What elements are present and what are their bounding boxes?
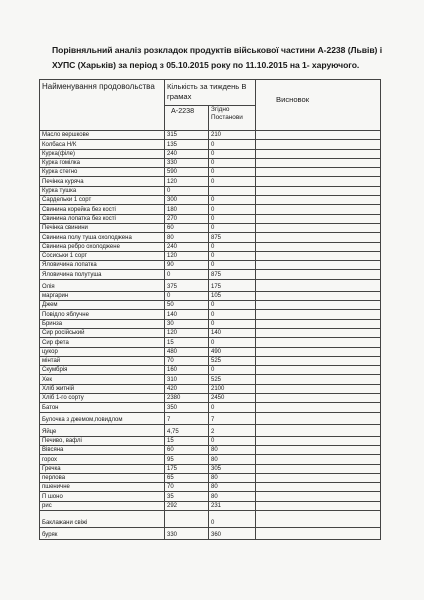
unit-a-cell: 315 — [165, 131, 209, 140]
norm-cell: 0 — [209, 158, 256, 167]
norm-cell: 175 — [209, 279, 256, 291]
table-row — [40, 158, 381, 167]
unit-a-cell: 140 — [165, 310, 209, 319]
conclusion-cell — [256, 445, 381, 454]
conclusion-cell — [256, 186, 381, 195]
table-row — [40, 356, 381, 365]
norm-cell: 0 — [209, 510, 256, 527]
unit-a-cell: 350 — [165, 403, 209, 412]
conclusion-cell — [256, 131, 381, 140]
unit-a-cell: 480 — [165, 347, 209, 356]
unit-a-cell: 60 — [165, 223, 209, 232]
unit-a-cell: 35 — [165, 492, 209, 501]
norm-cell: 0 — [209, 223, 256, 232]
norm-cell: 0 — [209, 403, 256, 412]
norm-cell: 140 — [209, 328, 256, 337]
table-row — [40, 149, 381, 158]
conclusion-cell — [256, 261, 381, 270]
food-name-cell: Вівсяна — [40, 445, 165, 454]
food-name-cell: Яловичина лопатка — [40, 261, 165, 270]
norm-cell: 525 — [209, 356, 256, 365]
table-row — [40, 483, 381, 492]
document-title — [52, 43, 397, 73]
unit-a-cell: 590 — [165, 168, 209, 177]
norm-cell: 80 — [209, 473, 256, 482]
table-row — [40, 301, 381, 310]
unit-a-cell: 15 — [165, 338, 209, 347]
food-name-cell: Повідло яблучне — [40, 310, 165, 319]
table-row — [40, 527, 381, 539]
conclusion-cell — [256, 319, 381, 328]
norm-cell: 0 — [209, 196, 256, 205]
norm-cell: 231 — [209, 501, 256, 510]
norm-cell: 80 — [209, 445, 256, 454]
conclusion-cell — [256, 436, 381, 445]
conclusion-cell — [256, 375, 381, 384]
header-conclusion: Висновок — [256, 80, 381, 131]
table-row — [40, 177, 381, 186]
conclusion-cell — [256, 510, 381, 527]
conclusion-cell — [256, 527, 381, 539]
table-row — [40, 445, 381, 454]
norm-cell: 80 — [209, 455, 256, 464]
norm-cell: 0 — [209, 214, 256, 223]
unit-a-cell: 300 — [165, 196, 209, 205]
unit-a-cell: 160 — [165, 366, 209, 375]
food-name-cell: Джем — [40, 301, 165, 310]
unit-a-cell: 60 — [165, 445, 209, 454]
title-line-2: ХУПС (Харьків) за період з 05.10.2015 року по 11.10.2015 на 1- харуючого. — [52, 60, 360, 70]
food-name-cell: цукор — [40, 347, 165, 356]
norm-cell: 2450 — [209, 394, 256, 403]
table-row — [40, 214, 381, 223]
food-name-cell: Сир фета — [40, 338, 165, 347]
unit-a-cell: 0 — [165, 291, 209, 300]
table-row — [40, 140, 381, 149]
norm-cell: 0 — [209, 338, 256, 347]
unit-a-cell: 2380 — [165, 394, 209, 403]
food-name-cell: Булочка з джемом,повидлом — [40, 412, 165, 424]
conclusion-cell — [256, 279, 381, 291]
norm-cell: 0 — [209, 301, 256, 310]
conclusion-cell — [256, 233, 381, 242]
conclusion-cell — [256, 149, 381, 158]
table-row — [40, 366, 381, 375]
table-row — [40, 473, 381, 482]
unit-a-cell: 95 — [165, 455, 209, 464]
table-row — [40, 270, 381, 279]
food-name-cell: Курка стегно — [40, 168, 165, 177]
header-norm: Згідно Постанови — [209, 105, 256, 131]
table-row — [40, 168, 381, 177]
table-row — [40, 464, 381, 473]
food-name-cell: маргарин — [40, 291, 165, 300]
conclusion-cell — [256, 140, 381, 149]
conclusion-cell — [256, 394, 381, 403]
unit-a-cell: 330 — [165, 158, 209, 167]
unit-a-cell: 50 — [165, 301, 209, 310]
conclusion-cell — [256, 483, 381, 492]
food-name-cell: Свинина лопатка без кості — [40, 214, 165, 223]
table-row — [40, 492, 381, 501]
conclusion-cell — [256, 168, 381, 177]
conclusion-cell — [256, 366, 381, 375]
table-body — [40, 80, 381, 540]
food-name-cell: Сардельки 1 сорт — [40, 196, 165, 205]
unit-a-cell: 0 — [165, 270, 209, 279]
conclusion-cell — [256, 328, 381, 337]
food-name-cell: Курка гомілка — [40, 158, 165, 167]
conclusion-cell — [256, 384, 381, 393]
conclusion-cell — [256, 214, 381, 223]
conclusion-cell — [256, 347, 381, 356]
table-row — [40, 291, 381, 300]
food-name-cell: Сир російський — [40, 328, 165, 337]
table-row — [40, 436, 381, 445]
conclusion-cell — [256, 492, 381, 501]
conclusion-cell — [256, 338, 381, 347]
table-row — [40, 384, 381, 393]
unit-a-cell: 420 — [165, 384, 209, 393]
unit-a-cell: 70 — [165, 483, 209, 492]
table-row — [40, 510, 381, 527]
unit-a-cell: 135 — [165, 140, 209, 149]
norm-cell: 0 — [209, 149, 256, 158]
norm-cell: 0 — [209, 140, 256, 149]
food-name-cell: перлова — [40, 473, 165, 482]
table-row — [40, 205, 381, 214]
conclusion-cell — [256, 301, 381, 310]
food-name-cell: Свинина полу туша охолоджена — [40, 233, 165, 242]
conclusion-cell — [256, 403, 381, 412]
header-unit-a: А-2238 — [165, 105, 209, 131]
norm-cell: 0 — [209, 319, 256, 328]
norm-cell: 7 — [209, 412, 256, 424]
table-row — [40, 186, 381, 195]
norm-cell: 0 — [209, 436, 256, 445]
food-name-cell: Хліб житній — [40, 384, 165, 393]
unit-a-cell: 175 — [165, 464, 209, 473]
table-row — [40, 455, 381, 464]
norm-cell: 0 — [209, 242, 256, 251]
title-line-1: Порівняльний аналіз розкладок продуктів військової частини А-2238 (Львів) і — [52, 45, 383, 55]
norm-cell: 80 — [209, 483, 256, 492]
unit-a-cell: 375 — [165, 279, 209, 291]
unit-a-cell: 15 — [165, 436, 209, 445]
food-name-cell: Яловичина полутуша — [40, 270, 165, 279]
norm-cell: 360 — [209, 527, 256, 539]
unit-a-cell: 120 — [165, 177, 209, 186]
table-row — [40, 338, 381, 347]
conclusion-cell — [256, 270, 381, 279]
food-name-cell: Курка тушка — [40, 186, 165, 195]
norm-cell: 0 — [209, 177, 256, 186]
table-row — [40, 261, 381, 270]
conclusion-cell — [256, 464, 381, 473]
norm-cell: 305 — [209, 464, 256, 473]
table-row — [40, 347, 381, 356]
food-name-cell: Сосиськи 1 сорт — [40, 251, 165, 260]
table-row — [40, 319, 381, 328]
table-row — [40, 233, 381, 242]
table-row — [40, 251, 381, 260]
conclusion-cell — [256, 205, 381, 214]
conclusion-cell — [256, 177, 381, 186]
unit-a-cell: 0 — [165, 186, 209, 195]
food-name-cell: Гречка — [40, 464, 165, 473]
unit-a-cell: 4,75 — [165, 424, 209, 436]
table-row — [40, 412, 381, 424]
food-name-cell: Скумбрія — [40, 366, 165, 375]
unit-a-cell — [165, 510, 209, 527]
unit-a-cell: 120 — [165, 251, 209, 260]
norm-cell: 0 — [209, 251, 256, 260]
conclusion-cell — [256, 196, 381, 205]
unit-a-cell: 240 — [165, 149, 209, 158]
table-row — [40, 310, 381, 319]
food-name-cell: горох — [40, 455, 165, 464]
food-name-cell: Бринза — [40, 319, 165, 328]
food-name-cell: Свинина ребро охолоджене — [40, 242, 165, 251]
norm-cell: 2 — [209, 424, 256, 436]
food-name-cell: Печінка куряча — [40, 177, 165, 186]
conclusion-cell — [256, 291, 381, 300]
unit-a-cell: 65 — [165, 473, 209, 482]
table-row — [40, 328, 381, 337]
unit-a-cell: 120 — [165, 328, 209, 337]
food-name-cell: Печінка свинини — [40, 223, 165, 232]
header-food: Найменування продовольства — [40, 80, 165, 131]
conclusion-cell — [256, 158, 381, 167]
unit-a-cell: 30 — [165, 319, 209, 328]
unit-a-cell: 330 — [165, 527, 209, 539]
food-name-cell: П шоно — [40, 492, 165, 501]
food-name-cell: Батон — [40, 403, 165, 412]
unit-a-cell: 7 — [165, 412, 209, 424]
unit-a-cell: 80 — [165, 233, 209, 242]
food-name-cell: буряк — [40, 527, 165, 539]
norm-cell: 0 — [209, 261, 256, 270]
unit-a-cell: 180 — [165, 205, 209, 214]
unit-a-cell: 292 — [165, 501, 209, 510]
food-name-cell: Хліб 1-го сорту — [40, 394, 165, 403]
conclusion-cell — [256, 501, 381, 510]
header-row — [40, 80, 381, 106]
norm-cell: 210 — [209, 131, 256, 140]
food-name-cell: Печиво, вафлі — [40, 436, 165, 445]
food-name-cell: Курка(філе) — [40, 149, 165, 158]
conclusion-cell — [256, 356, 381, 365]
conclusion-cell — [256, 223, 381, 232]
table-row — [40, 394, 381, 403]
table-row — [40, 424, 381, 436]
header-qty: Кількість за тиждень В грамах — [165, 80, 256, 106]
conclusion-cell — [256, 251, 381, 260]
norm-cell: 525 — [209, 375, 256, 384]
comparison-table — [39, 79, 381, 540]
food-name-cell: Олія — [40, 279, 165, 291]
food-name-cell: Хек — [40, 375, 165, 384]
food-name-cell: пшеничне — [40, 483, 165, 492]
norm-cell: 80 — [209, 492, 256, 501]
food-name-cell: Свинина корейка без кості — [40, 205, 165, 214]
food-name-cell: рис — [40, 501, 165, 510]
conclusion-cell — [256, 455, 381, 464]
norm-cell: 105 — [209, 291, 256, 300]
conclusion-cell — [256, 242, 381, 251]
unit-a-cell: 310 — [165, 375, 209, 384]
norm-cell: 490 — [209, 347, 256, 356]
table-row — [40, 131, 381, 140]
norm-cell: 875 — [209, 233, 256, 242]
norm-cell: 0 — [209, 205, 256, 214]
norm-cell: 0 — [209, 168, 256, 177]
conclusion-cell — [256, 424, 381, 436]
table-row — [40, 375, 381, 384]
food-name-cell: Масло вершкове — [40, 131, 165, 140]
food-name-cell: Баклажани свіжі — [40, 510, 165, 527]
norm-cell: 0 — [209, 310, 256, 319]
conclusion-cell — [256, 310, 381, 319]
food-name-cell: Яйце — [40, 424, 165, 436]
unit-a-cell: 240 — [165, 242, 209, 251]
food-name-cell: мінтай — [40, 356, 165, 365]
unit-a-cell: 270 — [165, 214, 209, 223]
norm-cell: 2100 — [209, 384, 256, 393]
unit-a-cell: 70 — [165, 356, 209, 365]
unit-a-cell: 90 — [165, 261, 209, 270]
table-row — [40, 403, 381, 412]
norm-cell — [209, 186, 256, 195]
conclusion-cell — [256, 473, 381, 482]
table-row — [40, 242, 381, 251]
table-row — [40, 279, 381, 291]
conclusion-cell — [256, 412, 381, 424]
table-row — [40, 196, 381, 205]
table-row — [40, 223, 381, 232]
norm-cell: 875 — [209, 270, 256, 279]
food-name-cell: Колбаса Н/К — [40, 140, 165, 149]
table-row — [40, 501, 381, 510]
norm-cell: 0 — [209, 366, 256, 375]
